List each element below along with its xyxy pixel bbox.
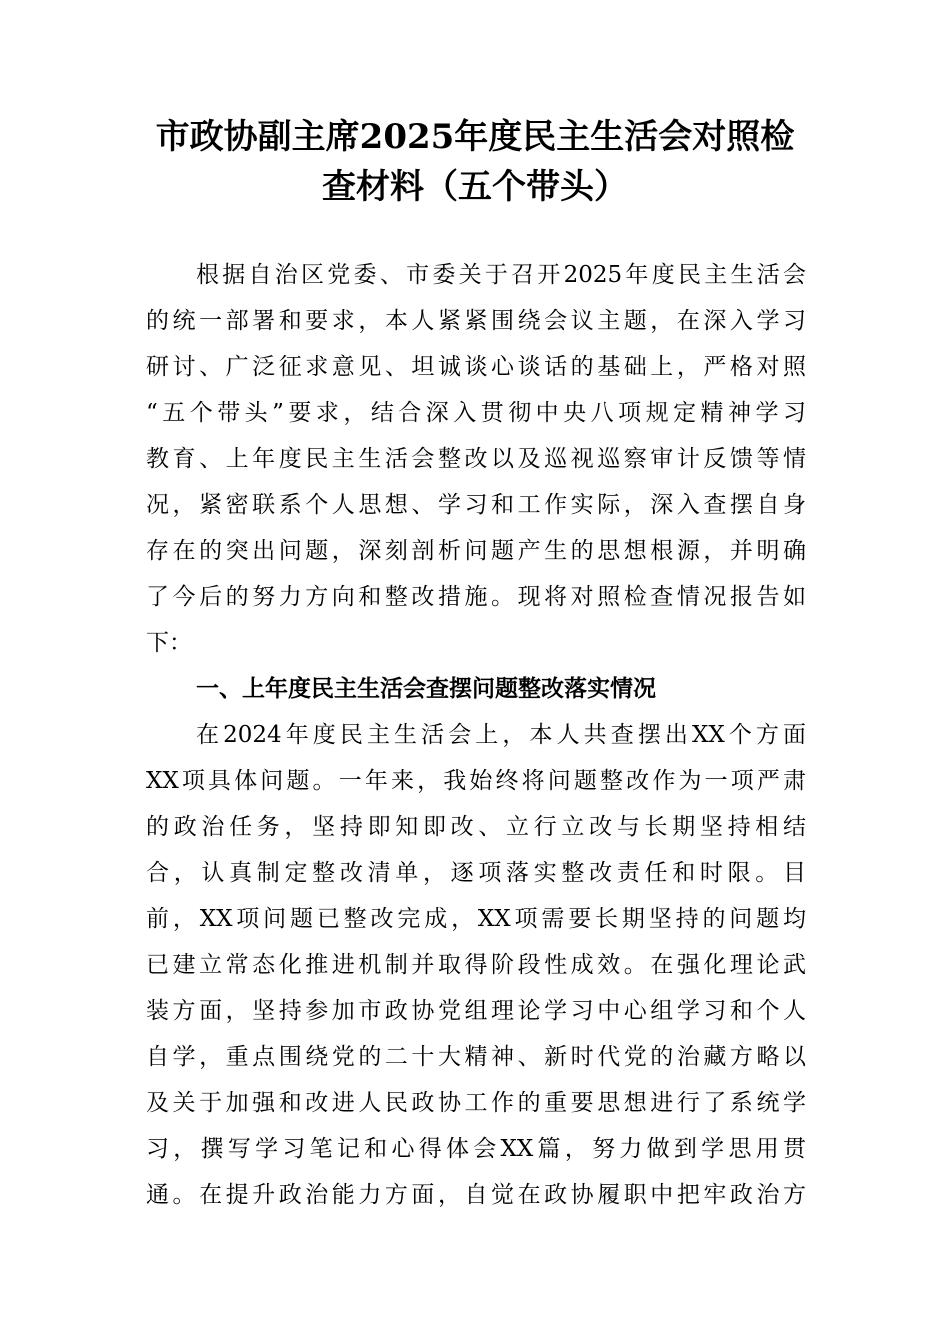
paragraph-line: XX项具体问题。一年来，我始终将问题整改作为一项严肃 <box>146 768 806 794</box>
paragraph-line: 下： <box>146 630 192 656</box>
paragraph-line: “五个带头”要求，结合深入贯彻中央八项规定精神学习 <box>146 400 806 426</box>
paragraph-line: 的政治任务，坚持即知即改、立行立改与长期坚持相结 <box>146 814 806 840</box>
title-line-1: 市政协副主席2025年度民主生活会对照检 <box>155 117 795 157</box>
intro-paragraph <box>146 252 806 666</box>
paragraph-line: 教育、上年度民主生活会整改以及巡视巡察审计反馈等情 <box>146 446 806 472</box>
title-line-2: 查材料（五个带头） <box>322 167 628 207</box>
paragraph-line: 已建立常态化推进机制并取得阶段性成效。在强化理论武 <box>146 952 806 978</box>
paragraph-line: 及关于加强和改进人民政协工作的重要思想进行了系统学 <box>146 1090 806 1116</box>
paragraph-line: 研讨、广泛征求意见、坦诚谈心谈话的基础上，严格对照 <box>146 354 806 380</box>
paragraph-line: 了今后的努力方向和整改措施。现将对照检查情况报告如 <box>146 584 806 610</box>
paragraph-line: 装方面，坚持参加市政协党组理论学习中心组学习和个人 <box>146 998 806 1024</box>
paragraph-line: 在2024年度民主生活会上，本人共查摆出XX个方面 <box>196 722 806 748</box>
paragraph-line: 合，认真制定整改清单，逐项落实整改责任和时限。目 <box>146 860 806 886</box>
paragraph-line: 通。在提升政治能力方面，自觉在政协履职中把牢政治方 <box>146 1182 806 1208</box>
paragraph-line: 前，XX项问题已整改完成，XX项需要长期坚持的问题均 <box>146 906 806 932</box>
paragraph-line: 根据自治区党委、市委关于召开2025年度民主生活会 <box>196 262 806 288</box>
document-body <box>146 252 806 1218</box>
section-paragraph <box>146 712 806 1218</box>
document-title <box>140 112 810 212</box>
paragraph-line: 况，紧密联系个人思想、学习和工作实际，深入查摆自身 <box>146 492 806 518</box>
paragraph-line: 存在的突出问题，深刻剖析问题产生的思想根源，并明确 <box>146 538 806 564</box>
paragraph-line: 的统一部署和要求，本人紧紧围绕会议主题，在深入学习 <box>146 308 806 334</box>
paragraph-line: 习，撰写学习笔记和心得体会XX篇，努力做到学思用贯 <box>146 1136 806 1162</box>
paragraph-line: 自学，重点围绕党的二十大精神、新时代党的治藏方略以 <box>146 1044 806 1070</box>
section-heading: 一、上年度民主生活会查摆问题整改落实情况 <box>196 676 656 702</box>
